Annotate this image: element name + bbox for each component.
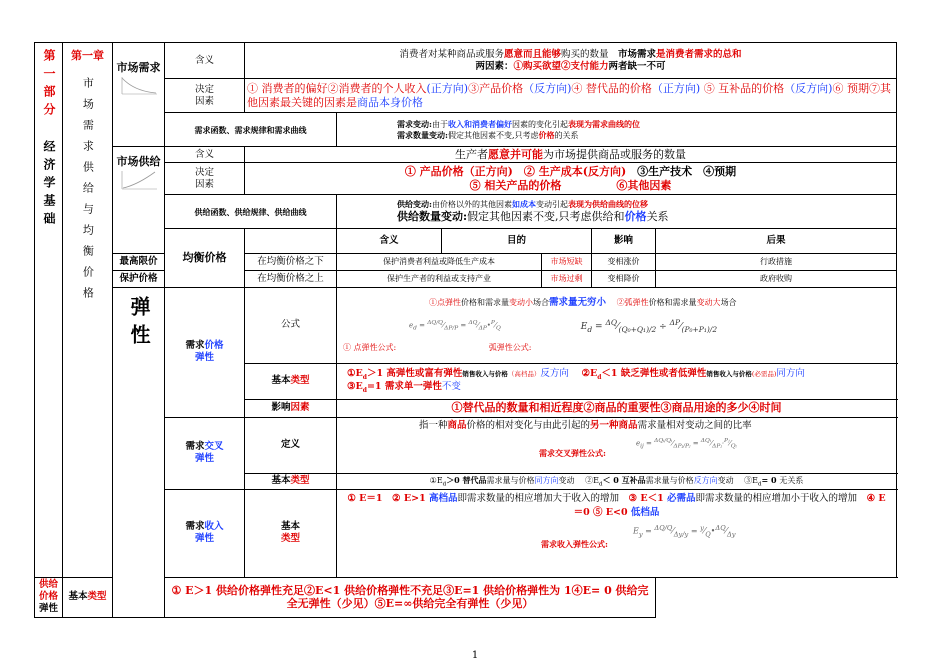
knowledge-table [34,42,897,618]
cross-type-label: 基本类型 [245,473,337,489]
supply-section: 市场供给 [113,147,165,254]
eq-header-purpose: 目的 [442,229,592,254]
chapter-title: 市场需求供给与均衡价格 [81,76,95,308]
equilibrium-section: 均衡价格 [165,229,245,288]
part-column [35,43,63,578]
income-types: ① E＝1 ② E>1 高档品即需求数量的相应增加大于收入的增加 ③ E＜1 必需品即需求数量的相应增加小于收入的增加 ④ E＝0 ⑤ E<0 低档品 $E_y$ = $^{\Delta Q/Q}⁄_{\Delta y/y}$ = $^y⁄_Q•^{\Delta Q}⁄_{\Delta y}$ 需求收入弹性公式: [337,489,897,577]
eq-header-effect: 影响 [592,229,656,254]
cross-definition: 指一种商品价格的相对变化与由此引起的另一种商品需求量相对变动之间的比率 需求交叉弹性公式: $e_{ij}$ = $^{\Delta Qᵢ/Qᵢ}⁄_{\Delta Pⱼ/Pⱼ}$ = $^{\Delta Qᵢ}⁄_{\Delta Pⱼ}\cdot^{Pⱼ}⁄_{Qᵢ}$ [337,417,897,473]
cross-def-label: 定义 [245,417,337,473]
price-types: $①E_d>1$ 高弹性或富有弹性销售收入与价格（高档品）反方向 $②E_d<1$ 缺乏弹性或者低弹性销售收入与价格(必需品)同方向 $③E_d=1$ 需求单一弹性不变 [337,363,897,399]
table-row: 保护价格 在均衡价格之上 保护生产者的利益或支持产业 市场过剩 变相降价 政府收购 [35,270,897,287]
supply-factor-label: 决定 因素 [165,163,245,195]
price-type-label: 基本类型 [245,363,337,399]
point-elasticity-formula: $e_d$ = $^{\Delta Q/Q}⁄_{\Delta P/P}$ = $^{\Delta Q}⁄_{\Delta P}•^P⁄_Q$ [409,319,501,332]
price-elasticity-label: 需求价格 弹性 [165,287,245,417]
eq-header-meaning: 含义 [337,229,442,254]
chapter-column [63,43,113,578]
supply-curve-icon [119,169,159,191]
cross-types: $①E_d>0$ 替代品需求量与价格同方向变动 $②E_d< 0$ 互补品需求量与价格反方向变动 $③E_d= 0$ 无关系 [337,473,897,489]
supply-type-label: 基本类型 [63,577,113,617]
demand-meaning-label: 含义 [165,43,245,79]
part-header: 第一部分 [42,49,56,121]
price-formulas: ①点弹性价格和需求量变动小场合需求量无穷小 ②弧弹性价格和需求量变动大场合 $e_d$ = $^{\Delta Q/Q}⁄_{\Delta P/P}$ = $^{\Delta Q}⁄_{\Delta P}•^P⁄_Q$ $E_d$ = $^{\Delta Q}⁄_{(Q_0+Q_1)/2}$ ÷ $^{\Delta P}⁄_{(P_0+P_1)/2}$ ① 点弹性公式: 弧弹性公式: [337,287,897,363]
arc-elasticity-formula: $E_d$ = $^{\Delta Q}⁄_{(Q_0+Q_1)/2}$ ÷ $^{\Delta P}⁄_{(P_0+P_1)/2}$ [580,318,718,334]
cross-elasticity-formula: $e_{ij}$ = $^{\Delta Qᵢ/Qᵢ}⁄_{\Delta Pⱼ/Pⱼ}$ = $^{\Delta Qᵢ}⁄_{\Delta Pⱼ}\cdot^{Pⱼ}⁄_{Qᵢ}$ [635,438,737,450]
supply-types: ① E＞1 供给价格弹性充足②E<1 供给价格弹性不充足③E=1 供给价格弹性为 1④E= 0 供给完全无弹性（少见）⑤E=∞供给完全有弹性（少见） [165,577,656,617]
elasticity-section: 弹性 [113,287,165,617]
supply-elasticity-label: 供给价格 弹性 [35,577,63,617]
income-elasticity-formula: $E_y$ = $^{\Delta Q/Q}⁄_{\Delta y/y}$ = $^y⁄_Q•^{\Delta Q}⁄_{\Delta y}$ [633,524,736,539]
demand-meaning: 消费者对某种商品或服务愿意而且能够购买的数量 市场需求是消费者需求的总和 两因素：①购买欲望②支付能力两者缺一不可 [245,43,897,79]
cross-elasticity-label: 需求交叉 弹性 [165,417,245,489]
supply-meaning-label: 含义 [165,147,245,163]
demand-law-label: 需求函数、需求规律和需求曲线 [165,113,337,147]
demand-section: 市场需求 [113,43,165,147]
demand-change: 需求变动:由于收入和消费者偏好因素的变化引起表现为需求曲线的位 需求数量变动:假定其他因素不变,只考虑价格的关系 [337,113,897,147]
supply-change: 供给变动:由价格以外的其他因素如成本变动引起表现为供给曲线的位移 供给数量变动:假定其他因素不变,只考虑供给和价格关系 [337,195,897,229]
income-type-label: 基本 类型 [245,489,337,577]
page-number: 1 [471,650,479,661]
supply-factors: ① 产品价格（正方向) ② 生产成本(反方向) ③生产技术 ④预期 ⑤ 相关产品的价格 ⑥其他因素 [245,163,897,195]
supply-meaning: 生产者愿意并可能为市场提供商品或服务的数量 [245,147,897,163]
demand-factor-label: 决定 因素 [165,79,245,113]
eq-header-result: 后果 [656,229,897,254]
chapter-header: 第一章 [71,49,104,62]
formula-label: 公式 [245,287,337,363]
table-row: 最高限价 在均衡价格之下 保护消费者利益或降低生产成本 市场短缺 变相涨价 行政措施 [35,253,897,270]
income-elasticity-label: 需求收入 弹性 [165,489,245,577]
demand-curve-icon [119,75,159,95]
price-factor-label: 影响因素 [245,399,337,417]
part-subtitle: 经济学基础 [42,140,56,230]
demand-factors: ① 消费者的偏好②消费者的个人收入(正方向)③产品价格（反方向)④ 替代品的价格（正方向) ⑤ 互补品的价格（反方向)⑥ 预期⑦其他因素最关键的因素是商品本身价格 [245,79,897,113]
supply-law-label: 供给函数、供给规律、供给曲线 [165,195,337,229]
price-factors: ①替代品的数量和相近程度②商品的重要性③商品用途的多少④时间 [337,399,897,417]
